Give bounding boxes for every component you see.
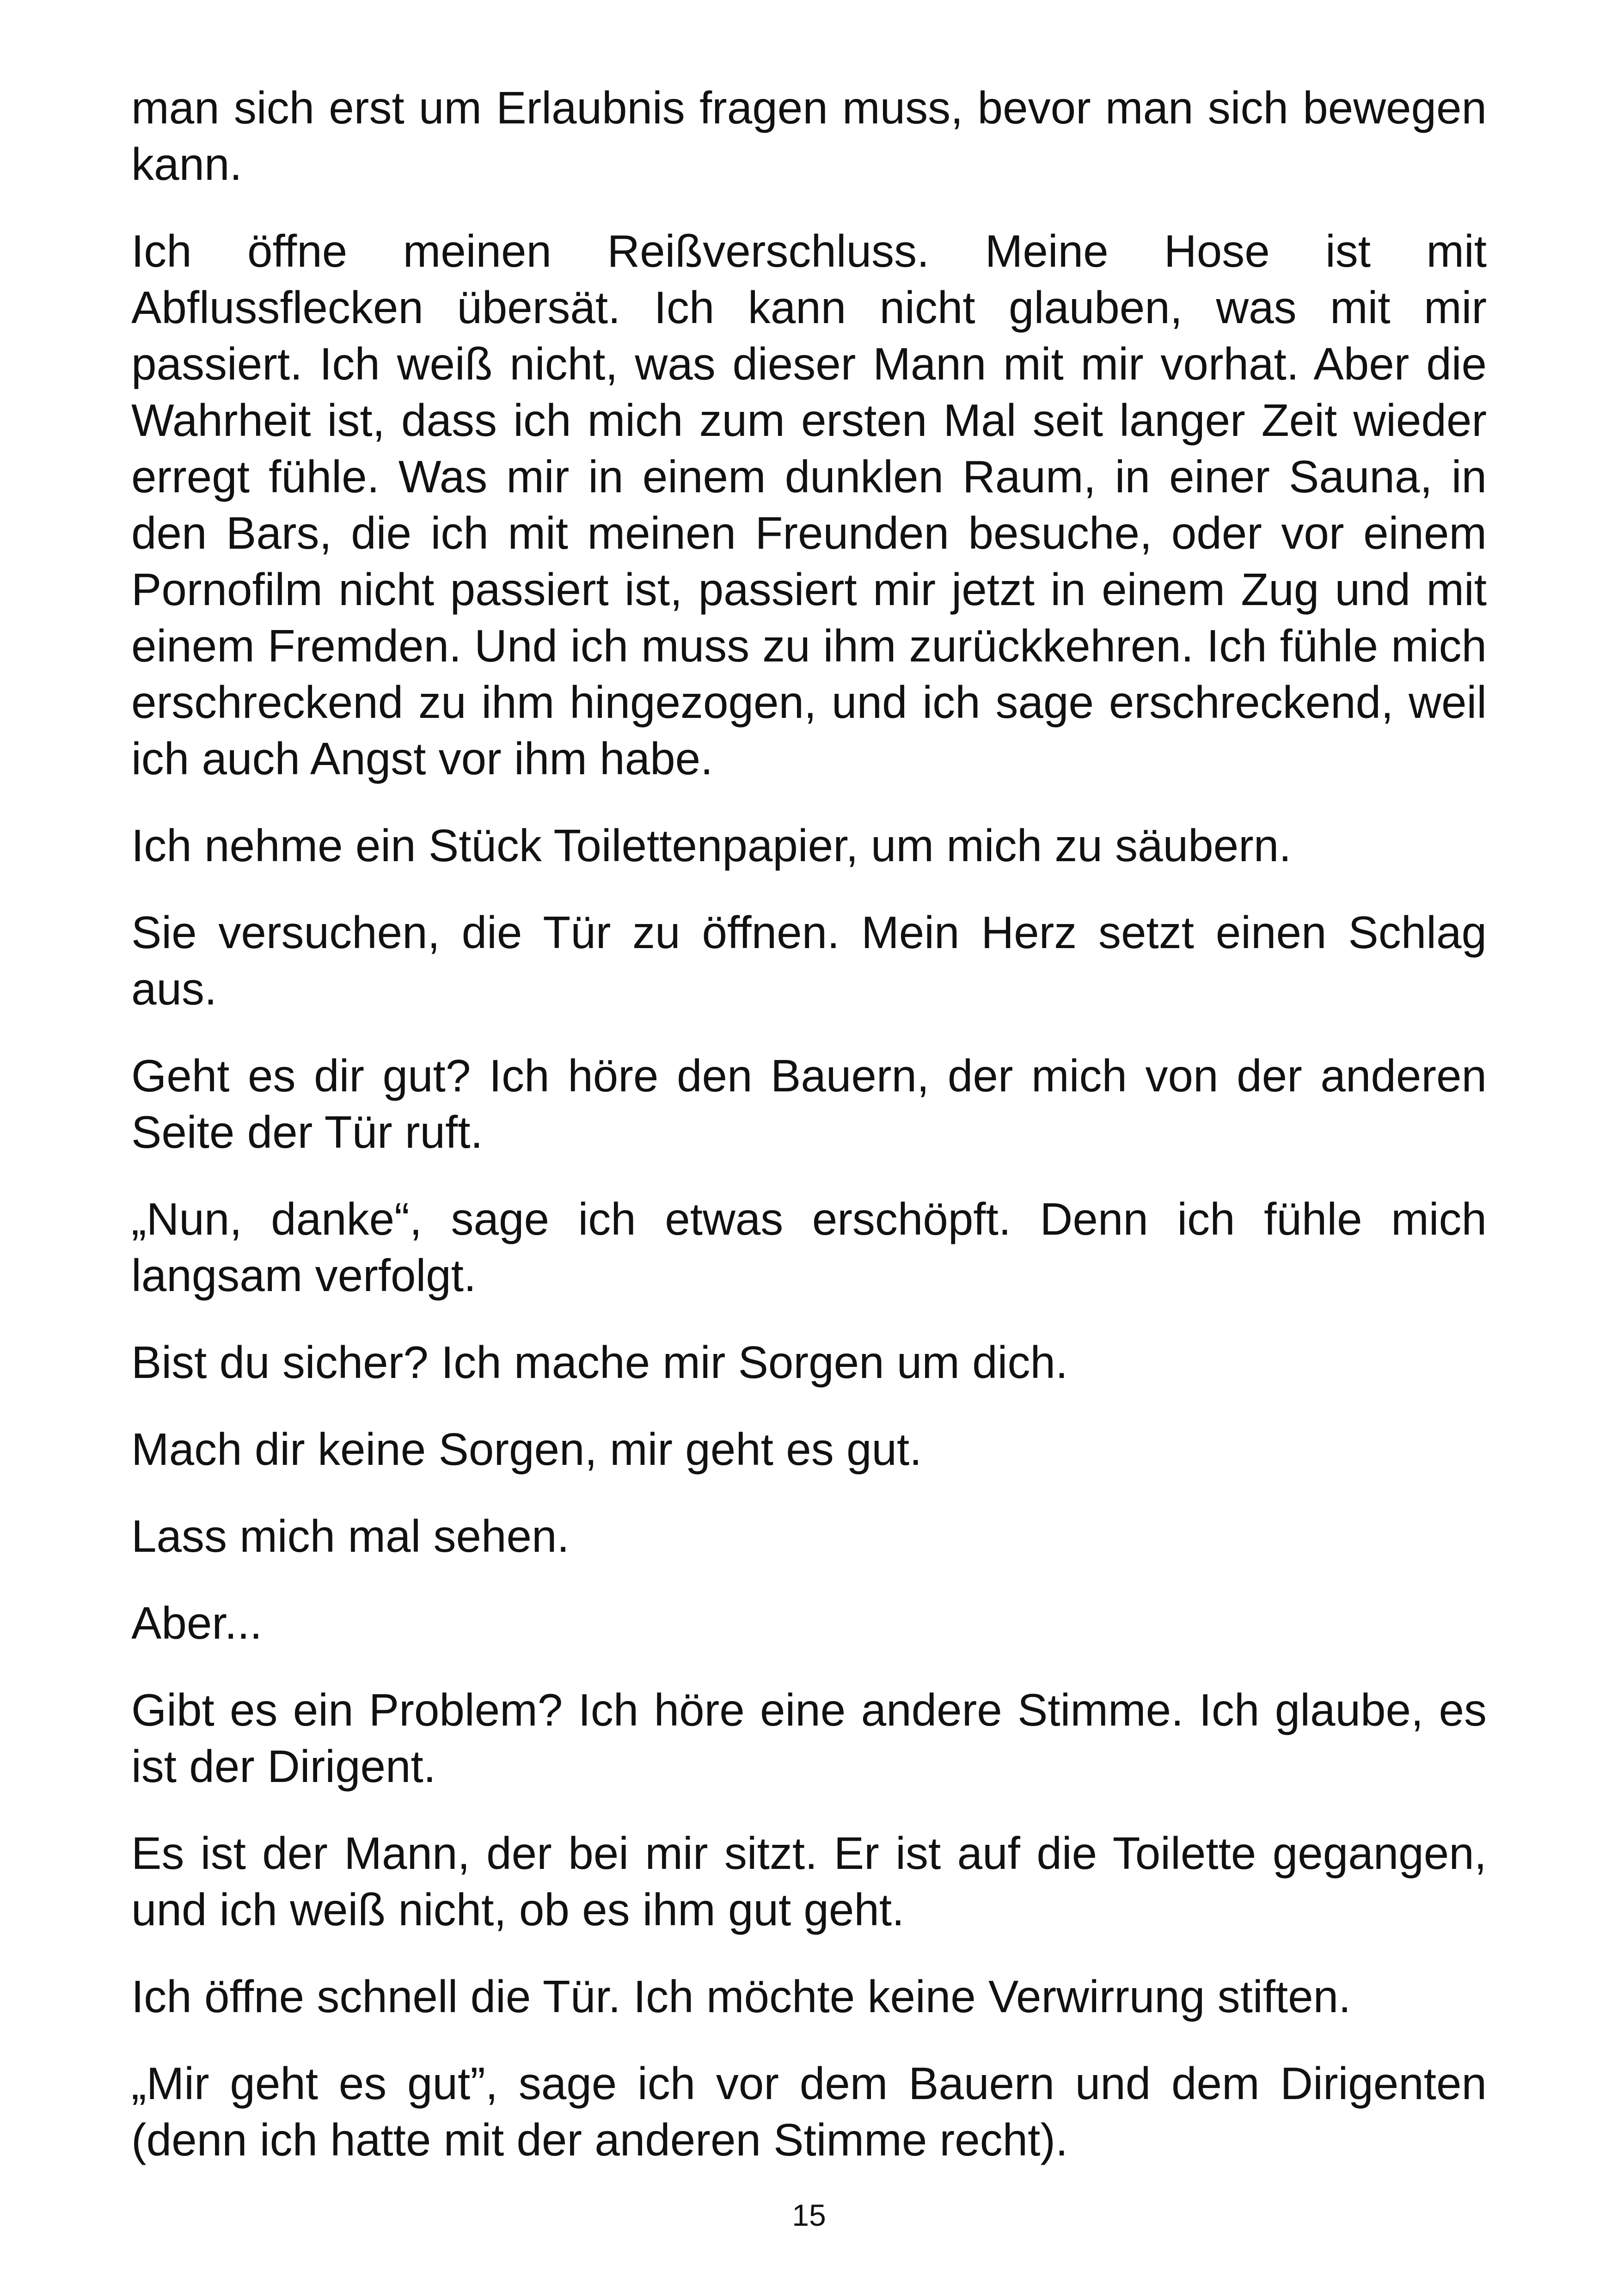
paragraph: Aber... bbox=[131, 1598, 263, 1648]
paragraph: „Mir geht es gut”, sage ich vor dem Bauern und dem Dirigenten (denn ich hatte mit der anderen Stimme recht). bbox=[131, 2058, 1487, 2165]
paragraph: Geht es dir gut? Ich höre den Bauern, der mich von der anderen Seite der Tür ruft. bbox=[131, 1050, 1487, 1157]
paragraph: Ich öffne meinen Reißverschluss. Meine Hose ist mit Abflussflecken übersät. Ich kann nicht glauben, was mit mir passiert. Ich weiß nicht, was dieser Mann mit mir vorhat. Aber die Wahrheit ist, dass ich mich zum ersten Mal seit langer Zeit wieder erregt fühle. Was mir in einem dunklen Raum, in einer Sauna, in den Bars, die ich mit meinen Freunden besuche, oder vor einem Pornofilm nicht passiert ist, passiert mir jetzt in einem Zug und mit einem Fremden. Und ich muss zu ihm zurückkehren. Ich fühle mich erschreckend zu ihm hingezogen, und ich sage erschreckend, weil ich auch Angst vor ihm habe. bbox=[131, 226, 1487, 784]
paragraph: Gibt es ein Problem? Ich höre eine andere Stimme. Ich glaube, es ist der Dirigent. bbox=[131, 1684, 1487, 1792]
paragraph: Sie versuchen, die Tür zu öffnen. Mein Herz setzt einen Schlag aus. bbox=[131, 907, 1487, 1014]
paragraph: „Nun, danke“, sage ich etwas erschöpft. Denn ich fühle mich langsam verfolgt. bbox=[131, 1194, 1487, 1301]
paragraph: Bist du sicher? Ich mache mir Sorgen um dich. bbox=[131, 1337, 1068, 1388]
paragraph: Lass mich mal sehen. bbox=[131, 1511, 570, 1561]
paragraph: Ich öffne schnell die Tür. Ich möchte keine Verwirrung stiften. bbox=[131, 1971, 1351, 2022]
page-number: 15 bbox=[792, 2198, 826, 2232]
body-text bbox=[131, 80, 1487, 2198]
paragraph: Ich nehme ein Stück Toilettenpapier, um mich zu säubern. bbox=[131, 820, 1292, 871]
paragraph: Mach dir keine Sorgen, mir geht es gut. bbox=[131, 1424, 922, 1475]
paragraph: Es ist der Mann, der bei mir sitzt. Er ist auf die Toilette gegangen, und ich weiß nicht, ob es ihm gut geht. bbox=[131, 1828, 1487, 1935]
paragraph: man sich erst um Erlaubnis fragen muss, bevor man sich bewegen kann. bbox=[131, 82, 1487, 190]
